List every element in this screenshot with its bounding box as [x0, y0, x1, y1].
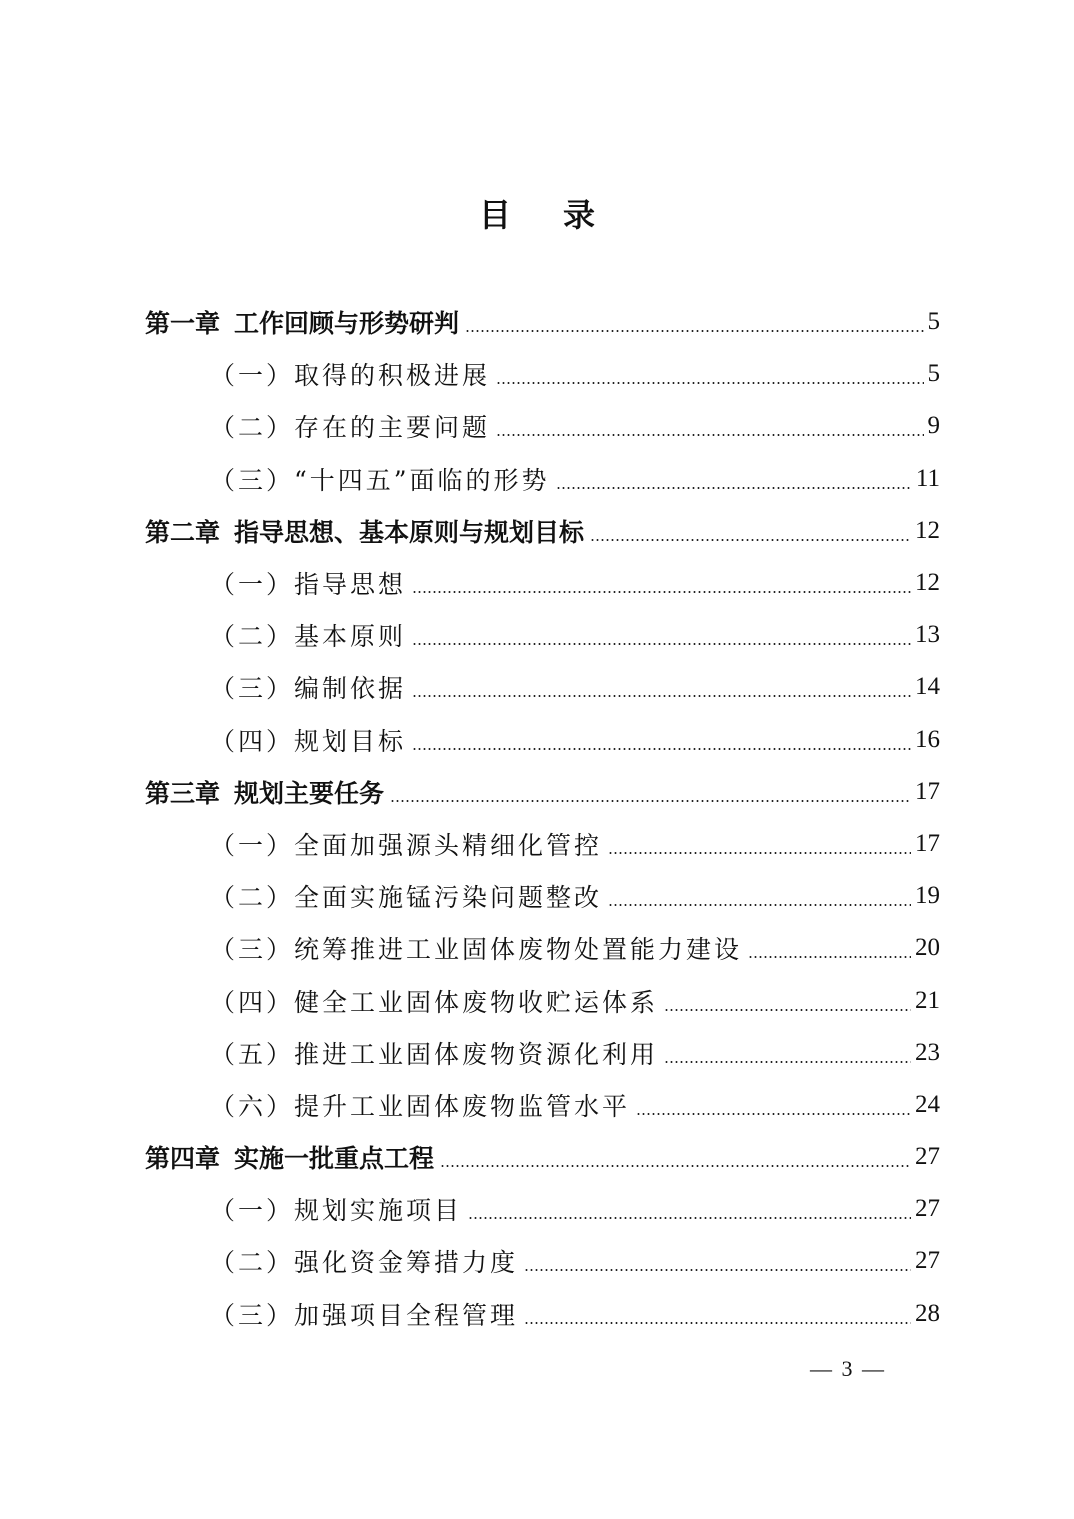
toc-chapter-label: [145, 513, 584, 549]
toc-page-number: 20: [915, 934, 940, 962]
toc-section[interactable]: [145, 609, 940, 661]
page-number-footer: — 3 —: [810, 1356, 886, 1381]
toc-page-number: 5: [927, 308, 940, 336]
toc-section-label: （五）推进工业固体废物资源化利用: [210, 1039, 659, 1069]
dot-leader: [636, 1113, 911, 1115]
toc-section-label: （三）编制依据: [210, 674, 407, 704]
toc-section-label: （四）规划目标: [210, 726, 407, 756]
toc-page-number: 14: [915, 673, 940, 701]
title-char-1: 目: [478, 196, 511, 234]
toc-page-number: 9: [927, 412, 940, 440]
dot-leader: [556, 487, 912, 489]
toc-section[interactable]: [145, 870, 940, 922]
dot-leader: [496, 434, 923, 436]
toc-section[interactable]: [145, 557, 940, 609]
dot-leader: [664, 1009, 911, 1011]
toc-section-label: （二）全面实施锰污染问题整改: [210, 883, 603, 913]
toc-section[interactable]: [145, 348, 940, 400]
toc-page-number: 28: [915, 1299, 940, 1327]
dot-leader: [465, 330, 923, 332]
toc-section-label: （二）存在的主要问题: [210, 413, 491, 443]
toc-section-label: （二）强化资金筹措力度: [210, 1248, 519, 1278]
toc-section-label: （一）全面加强源头精细化管控: [210, 830, 603, 860]
toc-section[interactable]: [145, 1288, 940, 1340]
dot-leader: [468, 1217, 911, 1219]
dot-leader: [590, 539, 911, 541]
dot-leader: [440, 1165, 911, 1167]
title-char-2: 录: [563, 196, 596, 234]
toc-page-number: 17: [915, 829, 940, 857]
dot-leader: [390, 800, 911, 802]
toc-section[interactable]: [145, 400, 940, 452]
toc-chapter-number: 第三章: [145, 778, 221, 808]
toc-chapter-2[interactable]: [145, 505, 940, 557]
toc-section[interactable]: [145, 974, 940, 1026]
toc-chapter-number: 第一章: [145, 309, 221, 339]
toc-chapter-title: 规划主要任务: [234, 778, 385, 808]
dot-leader: [496, 382, 923, 384]
toc-chapter-1[interactable]: [145, 296, 940, 348]
toc-page-number: 12: [915, 516, 940, 544]
toc-section-label: （一）指导思想: [210, 570, 407, 600]
toc-section[interactable]: [145, 922, 940, 974]
toc-section-label: （一）取得的积极进展: [210, 361, 491, 391]
dot-leader: [524, 1322, 911, 1324]
toc-section[interactable]: [145, 1183, 940, 1235]
toc-chapter-number: 第二章: [145, 517, 221, 547]
toc-page-number: 11: [915, 464, 940, 492]
toc-page-number: 24: [915, 1090, 940, 1118]
toc-page-number: 27: [915, 1143, 940, 1171]
toc-page-number: 19: [915, 882, 940, 910]
page-title: [0, 190, 1074, 236]
toc-section[interactable]: [145, 1235, 940, 1287]
dot-leader: [412, 591, 911, 593]
toc-chapter-label: [145, 304, 459, 340]
toc-section[interactable]: [145, 818, 940, 870]
dot-leader: [412, 643, 911, 645]
toc-section-label: （二）基本原则: [210, 622, 407, 652]
toc-section[interactable]: [145, 661, 940, 713]
toc-section[interactable]: [145, 1027, 940, 1079]
toc-chapter-title: 实施一批重点工程: [234, 1144, 435, 1174]
toc-page-number: 23: [915, 1038, 940, 1066]
dot-leader: [412, 695, 911, 697]
toc-section-label: （三）“十四五”面临的形势: [210, 465, 550, 495]
toc-chapter-number: 第四章: [145, 1144, 221, 1174]
toc-section-label: （一）规划实施项目: [210, 1196, 463, 1226]
toc-chapter-title: 指导思想、基本原则与规划目标: [234, 517, 585, 547]
toc-page-number: 27: [915, 1247, 940, 1275]
toc-page-number: 17: [915, 777, 940, 805]
toc-chapter-label: [145, 774, 384, 810]
toc-chapter-title: 工作回顾与形势研判: [234, 309, 460, 339]
toc-page-number: 27: [915, 1195, 940, 1223]
table-of-contents: [145, 296, 940, 1340]
toc-section[interactable]: [145, 1079, 940, 1131]
toc-page-number: 13: [915, 621, 940, 649]
dot-leader: [412, 748, 911, 750]
toc-chapter-4[interactable]: [145, 1131, 940, 1183]
dot-leader: [608, 852, 911, 854]
dot-leader: [608, 904, 911, 906]
toc-section-label: （三）统筹推进工业固体废物处置能力建设: [210, 935, 743, 965]
toc-page-number: 16: [915, 725, 940, 753]
toc-section[interactable]: [145, 453, 940, 505]
toc-chapter-label: [145, 1139, 434, 1175]
dot-leader: [524, 1269, 911, 1271]
dot-leader: [664, 1061, 911, 1063]
toc-section-label: （六）提升工业固体废物监管水平: [210, 1091, 631, 1121]
toc-section-label: （四）健全工业固体废物收贮运体系: [210, 987, 659, 1017]
toc-page-number: 12: [915, 569, 940, 597]
toc-section-label: （三）加强项目全程管理: [210, 1300, 519, 1330]
toc-page-number: 5: [927, 360, 940, 388]
toc-chapter-3[interactable]: [145, 766, 940, 818]
dot-leader: [748, 956, 911, 958]
toc-page-number: 21: [915, 986, 940, 1014]
toc-section[interactable]: [145, 714, 940, 766]
